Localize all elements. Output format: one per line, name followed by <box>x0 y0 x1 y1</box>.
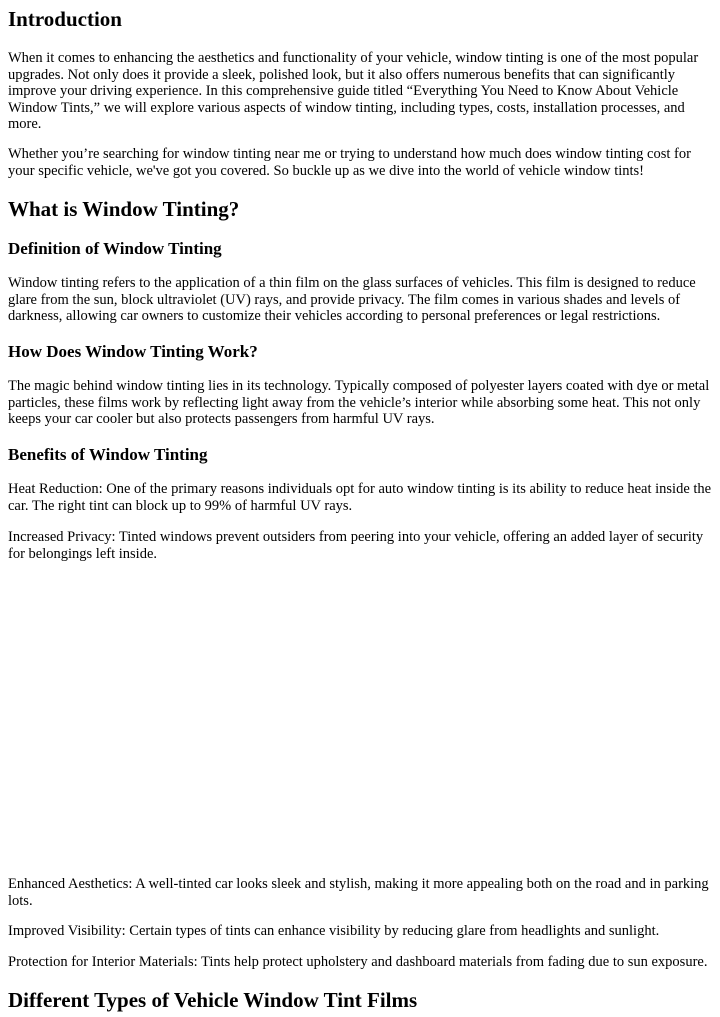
benefit-heat-reduction: Heat Reduction: One of the primary reasons individuals opt for auto window tinting is its ability to reduce heat inside the car. The right tint can block up to 99% of harmful UV rays. <box>8 481 712 514</box>
intro-paragraph-2: Whether you’re searching for window tinting near me or trying to understand how much does window tinting cost for your specific vehicle, we've got you covered. So buckle up as we dive into the world of vehicle window tints! <box>8 146 691 179</box>
how-it-works-paragraph: The magic behind window tinting lies in its technology. Typically composed of polyester layers coated with dye or metal particles, these films work by reflecting light away from the vehicle’s interior while absorbing some heat. This not only keeps your car cooler but also protects passengers from harmful UV rays. <box>8 378 710 427</box>
intro-paragraph-1: When it comes to enhancing the aesthetics and functionality of your vehicle, window tinting is one of the most popular upgrades. Not only does it provide a sleek, polished look, but it also offers numerous benefits that can significantly improve your driving experience. In this comprehensive guide titled “Everything You Need to Know About Vehicle Window Tints,” we will explore various aspects of window tinting, including types, costs, installation processes, and more. <box>8 50 699 132</box>
what-is-window-tinting-heading: What is Window Tinting? <box>8 197 240 221</box>
types-of-tint-films-heading: Different Types of Vehicle Window Tint Films <box>8 988 418 1012</box>
definition-paragraph: Window tinting refers to the application of a thin film on the glass surfaces of vehicles. This film is designed to reduce glare from the sun, block ultraviolet (UV) rays, and provide privacy. The film comes in various shades and levels of darkness, allowing car owners to customize their vehicles according to personal preferences or legal restrictions. <box>8 275 696 324</box>
benefit-enhanced-aesthetics: Enhanced Aesthetics: A well-tinted car looks sleek and stylish, making it more appealing both on the road and in parking lots. <box>8 876 709 909</box>
blank-image-area <box>8 568 708 868</box>
benefits-heading: Benefits of Window Tinting <box>8 445 208 464</box>
intro-heading: Introduction <box>8 7 122 31</box>
how-it-works-heading: How Does Window Tinting Work? <box>8 342 258 361</box>
benefit-increased-privacy: Increased Privacy: Tinted windows prevent outsiders from peering into your vehicle, offering an added layer of security for belongings left inside. <box>8 529 704 562</box>
benefit-improved-visibility: Improved Visibility: Certain types of tints can enhance visibility by reducing glare from headlights and sunlight. <box>8 923 660 939</box>
definition-heading: Definition of Window Tinting <box>8 239 222 258</box>
benefit-interior-protection: Protection for Interior Materials: Tints help protect upholstery and dashboard materials from fading due to sun exposure. <box>8 954 708 970</box>
